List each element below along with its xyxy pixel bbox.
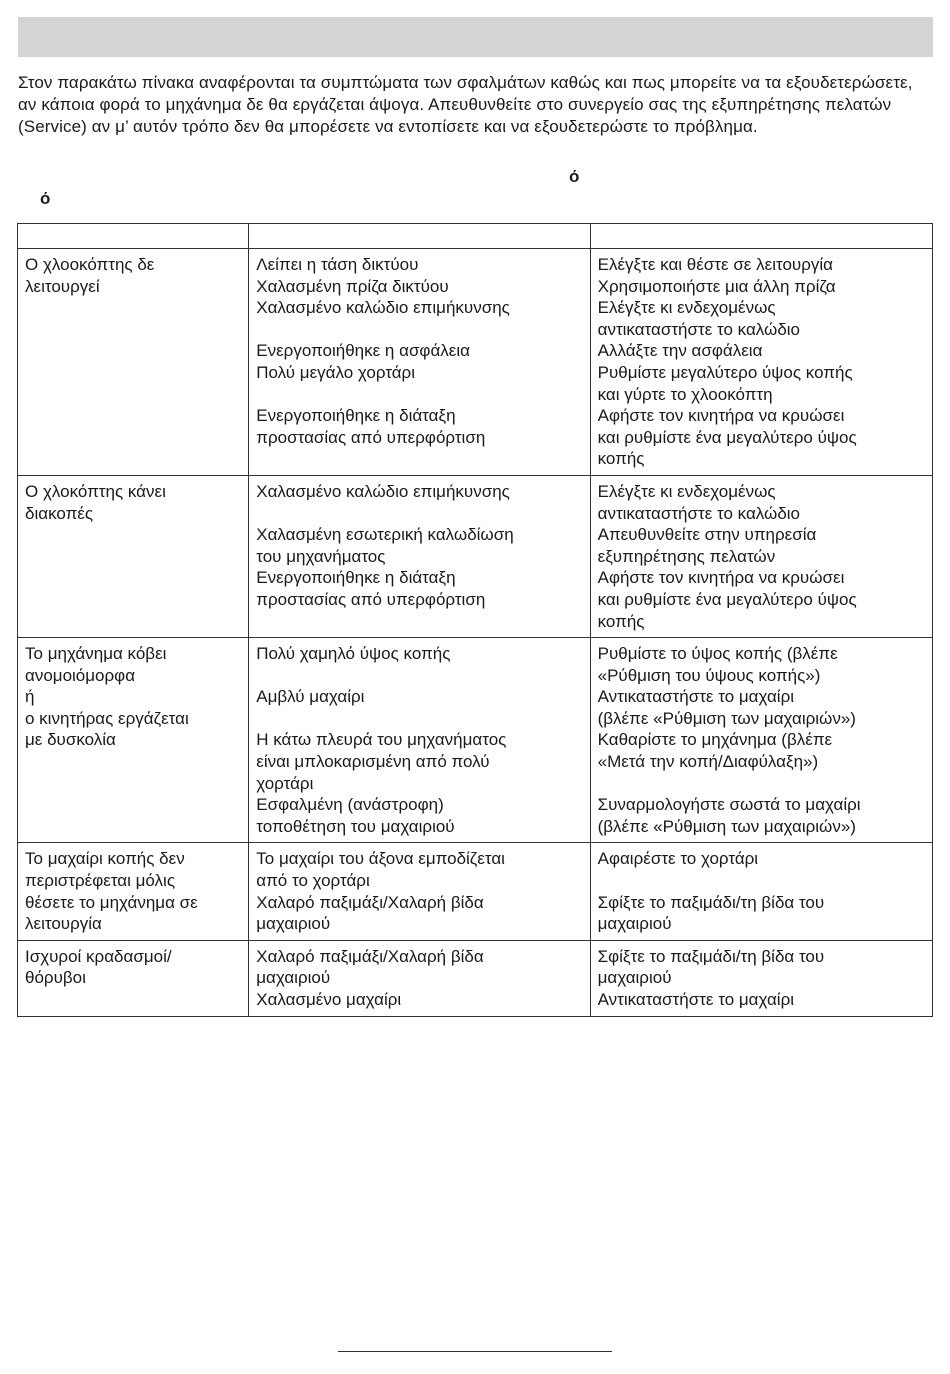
symptom-line: Ο χλοοκόπτης δε [25, 255, 155, 274]
cause-line [256, 503, 582, 525]
remedy-line: (βλέπε «Ρύθμιση των μαχαιριών») [597, 708, 856, 728]
cause-line: Λείπει η τάση δικτύου [256, 255, 419, 274]
cause-line: από το χορτάρι [256, 871, 370, 891]
header-symptom [18, 224, 249, 249]
remedy-line: Αντικαταστήστε το μαχαίρι [597, 687, 795, 707]
remedy-line: Αντικαταστήστε το μαχαίρι [597, 990, 795, 1009]
remedy-line: αντικαταστήστε το καλώδιο [597, 503, 801, 523]
cell-symptom [18, 843, 249, 940]
cause-line: μαχαιριού [256, 968, 331, 988]
cell-cause [249, 249, 590, 476]
remedy-line: και γύρτε το χλοοκόπτη [597, 384, 773, 404]
cause-line [256, 665, 582, 687]
cause-line: Χαλασμένο μαχαίρι [256, 990, 402, 1009]
cause-line: Αμβλύ μαχαίρι [256, 687, 365, 707]
intro-paragraph: Στον παρακάτω πίνακα αναφέρονται τα συμπτώματα των σφαλμάτων καθώς και πως μπορείτε να τα εξουδετερώσετε, αν κάποια φορά το μηχάνημα δε θα εργάζεται άψογα. Απευθυνθείτε στο συνεργείο σας της εξυπηρέτησης πελατών (Service) αν μ’ αυτόν τρόπο δεν θα μπορέσετε να εντοπίσετε και να εξουδετερώστε το πρόβλημα. [18, 73, 913, 136]
heading-glyph-left: ό [40, 189, 51, 208]
symptom-line: περιστρέφεται μόλις [25, 871, 176, 891]
remedy-line: Σφίξτε το παξιμάδι/τη βίδα του [597, 946, 825, 966]
remedy-line: Ρυθμίστε μεγαλύτερο ύψος κοπής [597, 362, 853, 382]
symptom-line: με δυσκολία [25, 730, 116, 750]
cell-remedy [590, 843, 932, 940]
remedy-line: και ρυθμίστε ένα μεγαλύτερο ύψος [597, 589, 857, 609]
symptom-line: θόρυβοι [25, 968, 86, 988]
symptom-line: Το μηχάνημα κόβει [25, 644, 167, 664]
remedy-line: κοπής [597, 611, 645, 631]
remedy-line: Αφαιρέστε το χορτάρι [597, 849, 759, 869]
remedy-line: μαχαιριού [597, 968, 672, 988]
cause-line: προστασίας από υπερφόρτιση [256, 427, 486, 447]
remedy-line: εξυπηρέτησης πελατών [597, 546, 776, 566]
cell-cause [249, 843, 590, 940]
symptom-line: Ο χλοκόπτης κάνει [25, 481, 166, 501]
cause-line: Χαλασμένο καλώδιο επιμήκυνσης [256, 298, 510, 318]
cause-line: προστασίας από υπερφόρτιση [256, 589, 486, 609]
table-row [18, 843, 933, 940]
remedy-line: Ελέγξτε κι ενδεχομένως [597, 481, 776, 501]
remedy-line: αντικαταστήστε το καλώδιο [597, 319, 801, 339]
cause-line: τοποθέτηση του μαχαιριού [256, 816, 455, 836]
cause-line: Χαλασμένη πρίζα δικτύου [256, 276, 449, 296]
cell-remedy [590, 638, 932, 843]
symptom-line: ανομοιόμορφα [25, 665, 136, 685]
troubleshooting-table [17, 223, 933, 1017]
cause-line: είναι μπλοκαρισμένη από πολύ [256, 752, 490, 772]
cause-line [256, 708, 582, 730]
remedy-line [598, 870, 925, 892]
remedy-line: και ρυθμίστε ένα μεγαλύτερο ύψος [597, 427, 857, 447]
cell-cause [249, 940, 590, 1016]
cause-line: Χαλαρό παξιμάξι/Χαλαρή βίδα [256, 946, 484, 966]
cause-line: Ενεργοποιήθηκε η διάταξη [256, 406, 456, 426]
table-row [18, 940, 933, 1016]
symptom-line: λειτουργία [25, 914, 102, 934]
cell-symptom [18, 249, 249, 476]
cause-line: Πολύ χαμηλό ύψος κοπής [256, 644, 451, 664]
remedy-line: Χρησιμοποιήστε μια άλλη πρίζα [597, 276, 836, 296]
remedy-line: «Ρύθμιση του ύψους κοπής») [597, 665, 821, 685]
remedy-line: (βλέπε «Ρύθμιση των μαχαιριών») [597, 816, 856, 836]
cell-cause [249, 475, 590, 637]
cause-line [256, 319, 582, 341]
cause-line: μαχαιριού [256, 914, 331, 934]
cell-remedy [590, 249, 932, 476]
remedy-line: κοπής [597, 449, 645, 469]
heading-glyph-right: ό [569, 167, 580, 186]
footer-rule [338, 1351, 612, 1352]
remedy-line: Συναρμολογήστε σωστά το μαχαίρι [597, 795, 861, 815]
cause-line: Χαλασμένο καλώδιο επιμήκυνσης [256, 481, 510, 501]
remedy-line: Αφήστε τον κινητήρα να κρυώσει [597, 406, 845, 426]
section-header-bar [18, 17, 933, 57]
header-cause [249, 224, 590, 249]
remedy-line: Ελέγξτε κι ενδεχομένως [597, 298, 776, 318]
remedy-line: Σφίξτε το παξιμάδι/τη βίδα του [597, 892, 825, 912]
cell-cause [249, 638, 590, 843]
table-row [18, 638, 933, 843]
remedy-line: μαχαιριού [597, 914, 672, 934]
header-remedy [590, 224, 932, 249]
table-row [18, 475, 933, 637]
remedy-line: Ελέγξτε και θέστε σε λειτουργία [597, 255, 833, 274]
table-row [18, 249, 933, 476]
remedy-line: Καθαρίστε το μηχάνημα (βλέπε [597, 730, 833, 750]
symptom-line: ή [25, 687, 35, 707]
symptom-line: ο κινητήρας εργάζεται [25, 708, 189, 728]
cause-line: Πολύ μεγάλο χορτάρι [256, 362, 415, 382]
cell-remedy [590, 475, 932, 637]
cause-line: Ενεργοποιήθηκε η ασφάλεια [256, 341, 470, 361]
remedy-line: Αλλάξτε την ασφάλεια [597, 341, 763, 361]
cell-symptom [18, 940, 249, 1016]
cause-line: του μηχανήματος [256, 546, 386, 566]
cell-remedy [590, 940, 932, 1016]
remedy-line: Ρυθμίστε το ύψος κοπής (βλέπε [597, 644, 838, 664]
symptom-line: θέσετε το μηχάνημα σε [25, 892, 198, 912]
remedy-line: «Μετά την κοπή/Διαφύλαξη») [597, 752, 819, 772]
cause-line: Εσφαλμένη (ανάστροφη) [256, 795, 444, 815]
remedy-line: Απευθυνθείτε στην υπηρεσία [597, 525, 817, 545]
table-body [18, 249, 933, 1017]
symptom-line: διακοπές [25, 503, 94, 523]
remedy-line [598, 773, 925, 795]
table-header-row [18, 224, 933, 249]
cause-line: Χαλαρό παξιμάξι/Χαλαρή βίδα [256, 892, 484, 912]
cause-line: Ενεργοποιήθηκε η διάταξη [256, 568, 456, 588]
cell-symptom [18, 475, 249, 637]
cause-line: Το μαχαίρι του άξονα εμποδίζεται [256, 849, 505, 869]
cause-line: Η κάτω πλευρά του μηχανήματος [256, 730, 507, 750]
cell-symptom [18, 638, 249, 843]
remedy-line: Αφήστε τον κινητήρα να κρυώσει [597, 568, 845, 588]
cause-line: Χαλασμένη εσωτερική καλωδίωση [256, 525, 514, 545]
symptom-line: Ισχυροί κραδασμοί/ [25, 946, 172, 966]
cause-line: χορτάρι [256, 773, 314, 793]
cause-line [256, 384, 582, 406]
symptom-line: Το μαχαίρι κοπής δεν [25, 849, 185, 869]
symptom-line: λειτουργεί [25, 276, 100, 296]
